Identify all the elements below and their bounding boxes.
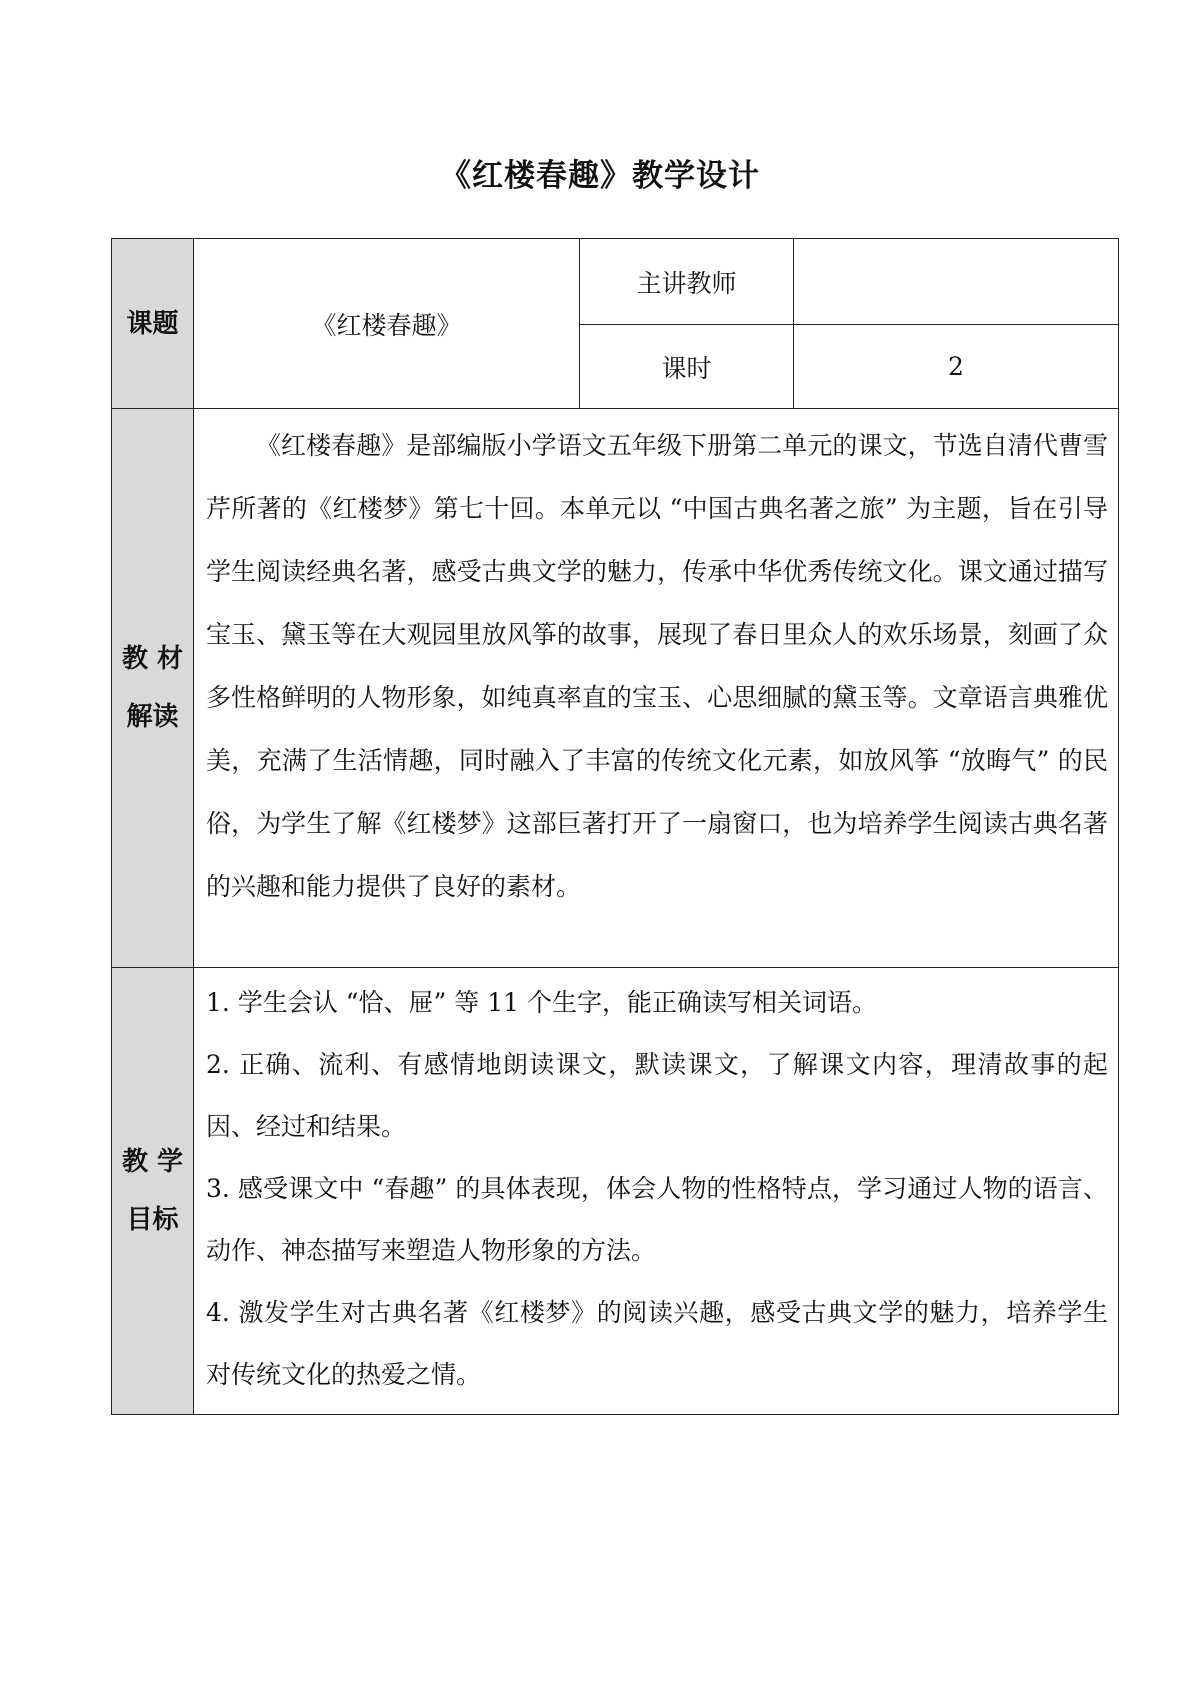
goal-item-2: 2. 正确、流利、有感情地朗读课文，默读课文，了解课文内容，理清故事的起因、经过和结果。 xyxy=(206,1050,1108,1141)
goal-item-1: 1. 学生会认 “恰、屉” 等 11 个生字，能正确读写相关词语。 xyxy=(206,988,877,1017)
goals-label-line1: 教 学 xyxy=(121,1147,184,1177)
material-label-line2: 解读 xyxy=(126,702,179,732)
hours-label: 课时 xyxy=(580,325,794,409)
topic-value: 《红楼春趣》 xyxy=(194,239,580,409)
topic-label: 课题 xyxy=(126,308,179,339)
material-label-cell xyxy=(112,409,194,968)
goals-label-cell xyxy=(112,968,194,1415)
goals-content-cell xyxy=(194,968,1119,1415)
goals-label-line2: 目标 xyxy=(126,1205,179,1235)
material-text: 《红楼春趣》是部编版小学语文五年级下册第二单元的课文，节选自清代曹雪芹所著的《红楼梦》第七十回。本单元以 “中国古典名著之旅” 为主题，旨在引导学生阅读经典名著，感受古典文学的魅力，传承中华优秀传统文化。课文通过描写宝玉、黛玉等在大观园里放风筝的故事，展现了春日里众人的欢乐场景，刻画了众多性格鲜明的人物形象，如纯真率直的宝玉、心思细腻的黛玉等。文章语言典雅优美，充满了生活情趣，同时融入了丰富的传统文化元素，如放风筝 “放晦气” 的民俗，为学生了解《红楼梦》这部巨著打开了一扇窗口，也为培养学生阅读古典名著的兴趣和能力提供了良好的素材。 xyxy=(206,431,1108,901)
hours-value: 2 xyxy=(794,325,1119,409)
goal-item-3: 3. 感受课文中 “春趣” 的具体表现，体会人物的性格特点，学习通过人物的语言、动作、神态描写来塑造人物形象的方法。 xyxy=(206,1174,1108,1265)
teacher-value xyxy=(794,239,1119,325)
teacher-label: 主讲教师 xyxy=(580,239,794,325)
lesson-plan-table xyxy=(111,238,1119,1415)
document-title: 《红楼春趣》教学设计 xyxy=(440,158,760,194)
material-label-line1: 教 材 xyxy=(121,644,184,674)
goal-item-4: 4. 激发学生对古典名著《红楼梦》的阅读兴趣，感受古典文学的魅力，培养学生对传统文化的热爱之情。 xyxy=(206,1298,1108,1389)
material-content-cell xyxy=(194,409,1119,968)
topic-label-cell xyxy=(112,239,194,409)
